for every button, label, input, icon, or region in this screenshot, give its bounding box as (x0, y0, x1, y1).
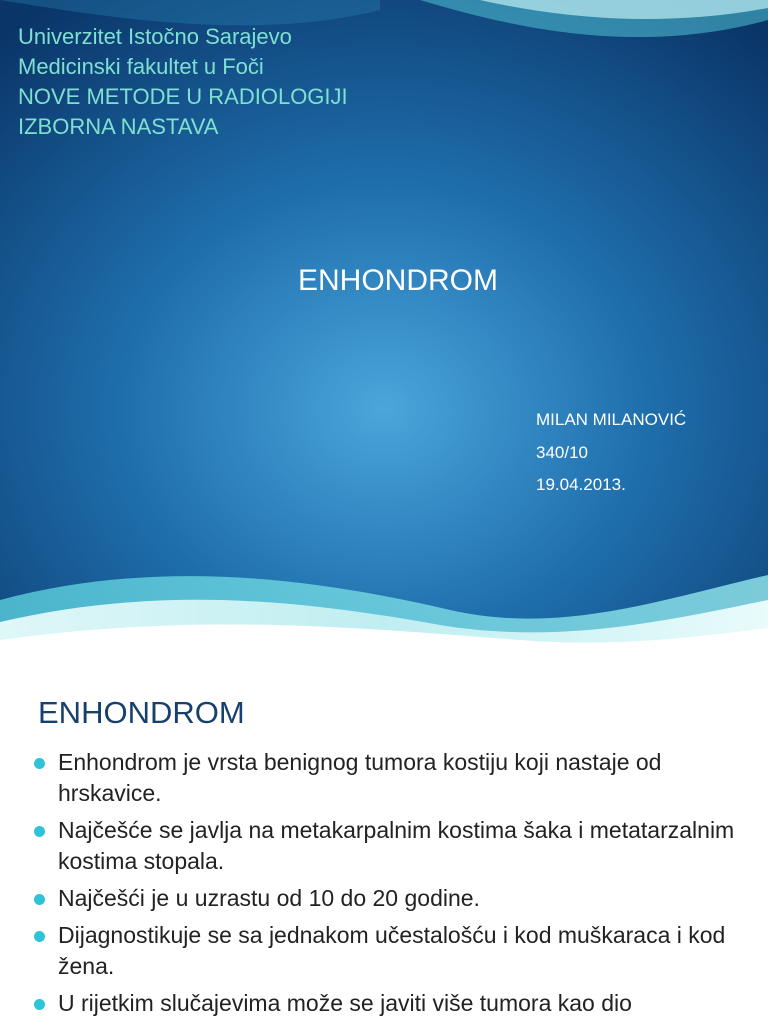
bullet-list (34, 747, 744, 1024)
author-index: 340/10 (536, 443, 588, 462)
faculty-name: Medicinski fakultet u Foči (18, 54, 264, 79)
presentation-date: 19.04.2013. (536, 475, 626, 494)
slide-title: ENHONDROM (298, 264, 498, 297)
bullet-icon (34, 931, 45, 942)
content-title: ENHONDROM (38, 695, 245, 730)
list-item: Enhondrom je vrsta benignog tumora kostiju koji nastaje od hrskavice. (34, 747, 744, 809)
course-name: NOVE METODE U RADIOLOGIJI (18, 84, 348, 109)
list-item: U rijetkim slučajevima može se javiti više tumora kao dio (34, 988, 744, 1019)
list-item: Najčešće se javlja na metakarpalnim kostima šaka i metatarzalnim kostima stopala. (34, 815, 744, 877)
bullet-icon (34, 999, 45, 1010)
bullet-icon (34, 894, 45, 905)
bullet-icon (34, 758, 45, 769)
bullet-icon (34, 826, 45, 837)
list-item: Najčešći je u uzrastu od 10 do 20 godine. (34, 883, 744, 914)
list-item: Dijagnostikuje se sa jednakom učestalošću i kod muškaraca i kod žena. (34, 920, 744, 982)
content-slide (0, 668, 768, 1024)
university-name: Univerzitet Istočno Sarajevo (18, 24, 292, 49)
course-type: IZBORNA NASTAVA (18, 114, 219, 139)
author-name: MILAN MILANOVIĆ (536, 410, 687, 429)
